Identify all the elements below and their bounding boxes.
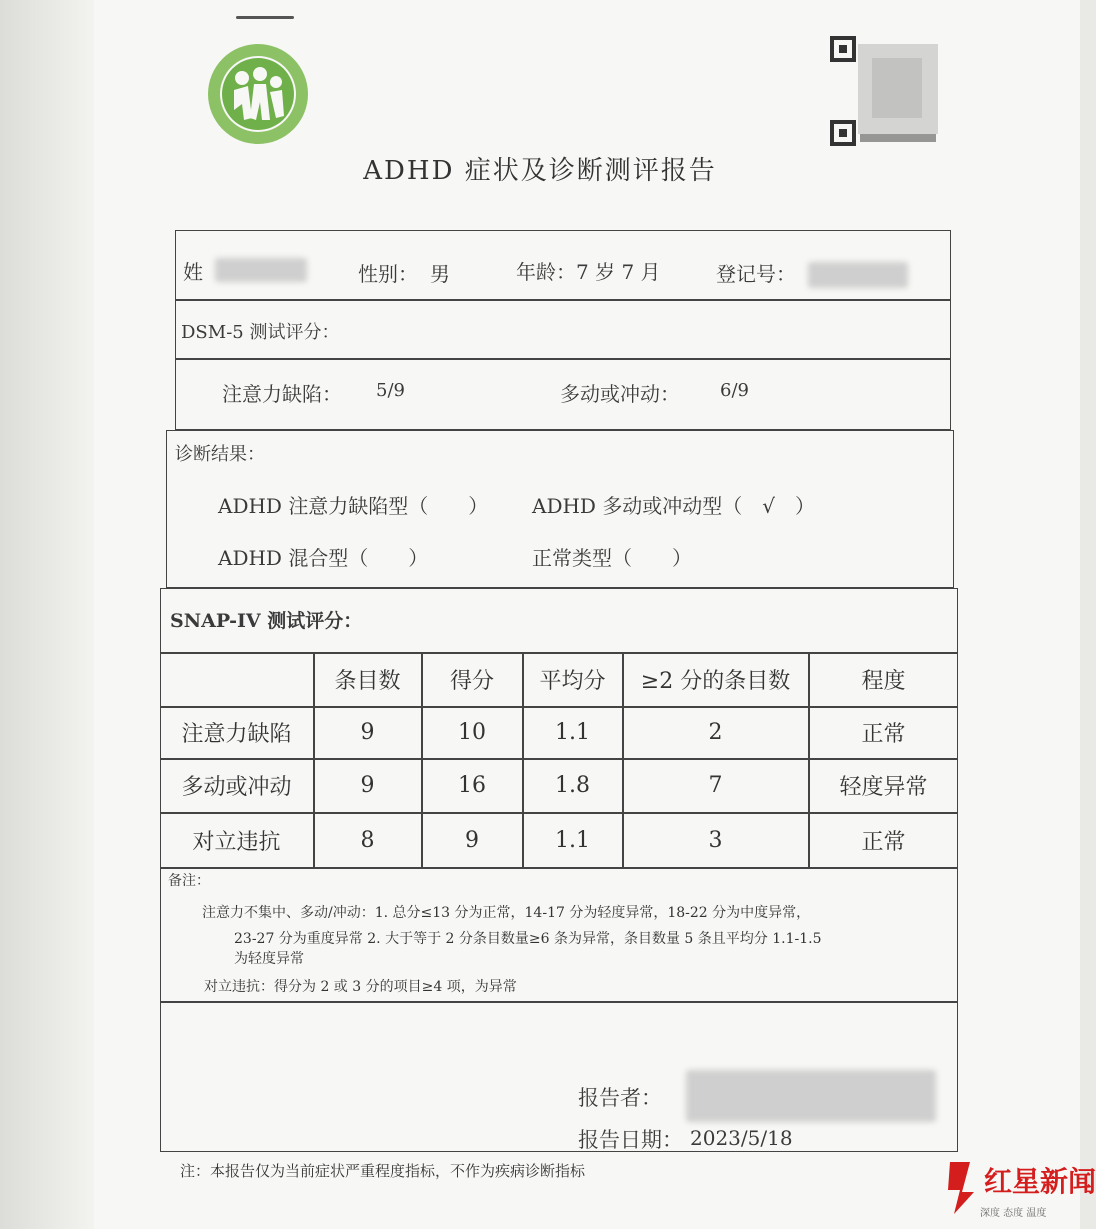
dsm5-heading: DSM-5 测试评分：: [181, 322, 340, 343]
footer-note: 注：本报告仅为当前症状严重程度指标，不作为疾病诊断指标: [180, 1162, 586, 1180]
snap-cell: 轻度异常: [839, 775, 928, 800]
snap-cell: 7: [708, 773, 723, 798]
watermark-tagline: 深度 态度 温度: [980, 1208, 1047, 1219]
snap-cell: 9: [465, 828, 479, 853]
dsm5-inattention-value: 5/9: [376, 380, 405, 401]
diagnosis-option-normal: 正常类型（ ）: [532, 546, 692, 570]
reporter-redacted: [686, 1070, 936, 1122]
notes-line-2: 23-27 分为重度异常 2. 大于等于 2 分条目数量≥6 条为异常，条目数量 5 条且平均分 1.1-1.5: [234, 931, 822, 947]
notes-line-3: 为轻度异常: [234, 951, 304, 967]
diagnosis-option-inattentive: ADHD 注意力缺陷型（ ）: [218, 494, 489, 518]
snap-cell: 1.1: [555, 720, 590, 745]
hospital-logo-icon: [204, 40, 312, 148]
snap-cell: 8: [360, 828, 375, 853]
snap-cell: 16: [458, 773, 486, 798]
report-title: ADHD 症状及诊断测评报告: [363, 156, 717, 186]
snap-cell: 3: [708, 828, 723, 853]
diagnosis-heading: 诊断结果：: [175, 444, 265, 465]
snap-row-label: 多动或冲动: [181, 775, 292, 800]
snap-row-label: 对立违抗: [192, 830, 281, 855]
snap-col-header-count-ge2: ≥2 分的条目数: [640, 669, 791, 694]
age-value: 7 岁 7 月: [576, 260, 661, 284]
age-label: 年龄：: [516, 260, 576, 284]
snap-col-header-score: 得分: [449, 669, 494, 694]
notes-line-1: 注意力不集中、多动/冲动：1. 总分≤13 分为正常，14-17 分为轻度异常，18-22 分为中度异常，: [202, 905, 811, 921]
snap-cell: 1.8: [555, 773, 590, 798]
notes-line-4: 对立违抗：得分为 2 或 3 分的项目≥4 项，为异常: [204, 979, 517, 995]
report-date-label: 报告日期：: [578, 1128, 683, 1152]
staple: [236, 16, 294, 19]
snap-cell: 2: [708, 720, 723, 745]
snap-cell: 9: [360, 720, 375, 745]
snap-col-header-average: 平均分: [539, 669, 606, 694]
dsm5-divider: [175, 358, 951, 360]
dsm5-inattention-label: 注意力缺陷：: [222, 382, 342, 406]
reporter-label: 报告者：: [578, 1086, 662, 1110]
snap-cell: 正常: [861, 830, 906, 855]
name-redacted: [215, 258, 307, 282]
notes-label: 备注：: [168, 873, 210, 889]
qr-code-icon: [832, 38, 944, 146]
gender-value: 男: [430, 262, 450, 286]
dsm5-hyperactive-label: 多动或冲动：: [560, 382, 680, 406]
report-date-value: 2023/5/18: [690, 1126, 793, 1150]
registration-label: 登记号：: [716, 262, 796, 286]
snap-heading: SNAP-IV 测试评分：: [170, 610, 363, 632]
diagnosis-option-combined: ADHD 混合型（ ）: [218, 546, 429, 570]
snap-cell: 9: [360, 773, 375, 798]
snap-cell: 10: [458, 720, 486, 745]
snap-row-label: 注意力缺陷: [181, 722, 292, 747]
dsm5-hyperactive-value: 6/9: [720, 380, 749, 401]
snap-cell: 1.1: [555, 828, 590, 853]
snap-col-header-severity: 程度: [861, 669, 906, 694]
gender-label: 性别：: [358, 262, 418, 286]
snap-cell: 正常: [861, 722, 906, 747]
watermark-brand: 红星新闻: [984, 1165, 1096, 1198]
registration-redacted: [808, 262, 908, 288]
diagnosis-option-hyperactive: ADHD 多动或冲动型（ √ ）: [532, 494, 816, 518]
name-label: 姓: [183, 260, 203, 284]
snap-col-header-items: 条目数: [334, 669, 401, 694]
